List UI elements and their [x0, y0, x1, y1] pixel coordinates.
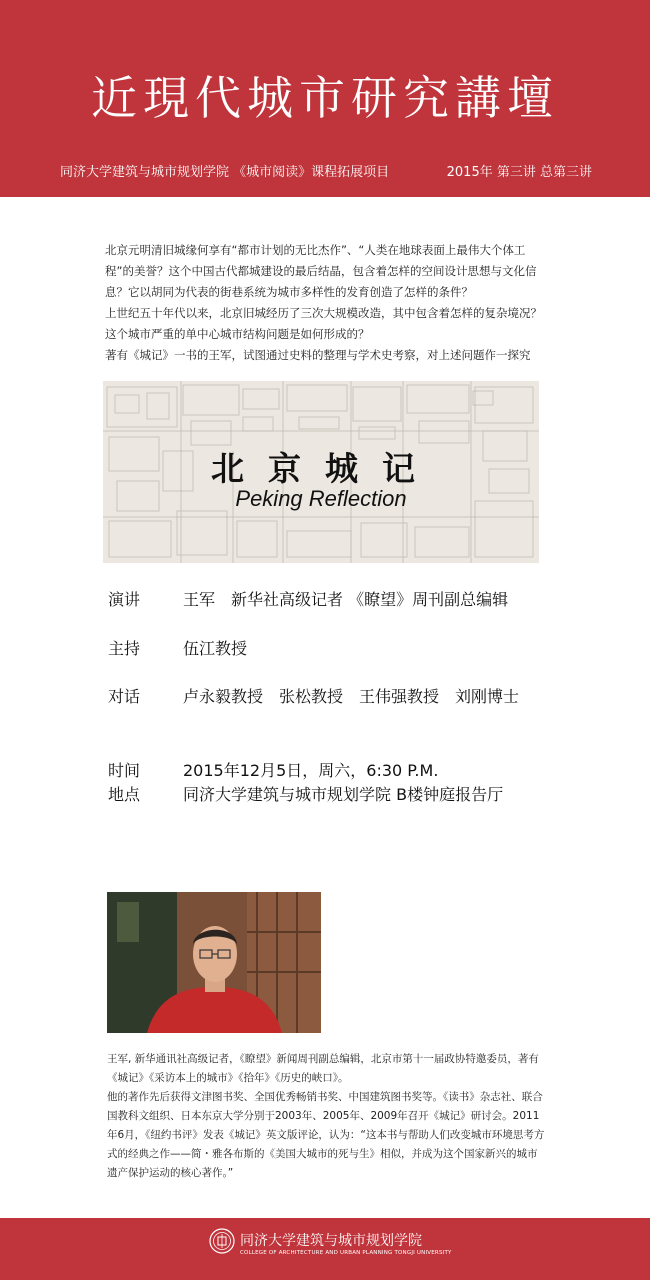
speaker-bio	[107, 1050, 547, 1183]
lecture-info: 2015年 第三讲 总第三讲	[446, 165, 592, 180]
speaker-photo	[107, 892, 321, 1033]
footer-school-name-en: COLLEGE OF ARCHITECTURE AND URBAN PLANNING TONGJI UNIVERSITY	[240, 1250, 452, 1256]
banner-title: 北京城记	[211, 449, 439, 488]
banner-subtitle: Peking Reflection	[235, 486, 407, 511]
dialogue-value: 卢永毅教授 张松教授 王伟强教授 刘刚博士	[183, 687, 520, 706]
footer-school-name: 同济大学建筑与城市规划学院	[240, 1233, 422, 1249]
lecture-banner	[103, 381, 539, 563]
intro-paragraph: 北京元明清旧城缘何享有“都市计划的无比杰作”、“人类在地球表面上最伟大个体工程”的美誉？这个中国古代都城建设的最后结晶，包含着怎样的空间设计思想与文化信息？它以胡同为代表的街巷系统为城市多样性的发育创造了怎样的条件？	[105, 243, 537, 299]
page-title: 近現代城市研究講壇	[91, 71, 559, 125]
bio-paragraph: 他的著作先后获得文津图书奖、全国优秀畅销书奖、中国建筑图书奖等。《读书》杂志社、联合国教科文组织、日本东京大学分别于2003年、2005年、2009年召开《城记》研讨会。2011年6月，《纽约书评》发表《城记》英文版评论，认为：“这本书与帮助人们改变城市环境思考方式的经典之作——简・雅各布斯的《美国大城市的死与生》相似，并成为这个国家新兴的城市遗产保护运动的核心著作。”	[107, 1091, 545, 1179]
time-label: 时间	[108, 761, 141, 780]
place-value: 同济大学建筑与城市规划学院 B楼钟庭报告厅	[183, 785, 504, 804]
time-value: 2015年12月5日，周六，6:30 P.M.	[183, 761, 439, 780]
host-value: 伍江教授	[183, 639, 248, 658]
intro-text	[105, 240, 545, 366]
intro-paragraph: 上世纪五十年代以来，北京旧城经历了三次大规模改造，其中包含着怎样的复杂境况？这个城市严重的单中心城市结构问题是如何形成的？	[105, 306, 542, 341]
course-subtitle: 同济大学建筑与城市规划学院 《城市阅读》课程拓展项目	[60, 165, 390, 180]
intro-paragraph: 著有《城记》一书的王军，试图通过史料的整理与学术史考察，对上述问题作一探究	[105, 348, 531, 362]
host-label: 主持	[108, 639, 141, 658]
speaker-label: 演讲	[108, 590, 141, 609]
bio-paragraph: 王军, 新华通讯社高级记者，《瞭望》新闻周刊副总编辑，北京市第十一届政协特邀委员，著有《城记》《采访本上的城市》《拾年》《历史的峡口》。	[107, 1053, 539, 1084]
tongji-emblem-icon	[209, 1228, 235, 1254]
speaker-value: 王军 新华社高级记者 《瞭望》周刊副总编辑	[183, 590, 509, 609]
dialogue-label: 对话	[108, 687, 141, 706]
place-label: 地点	[108, 785, 141, 804]
